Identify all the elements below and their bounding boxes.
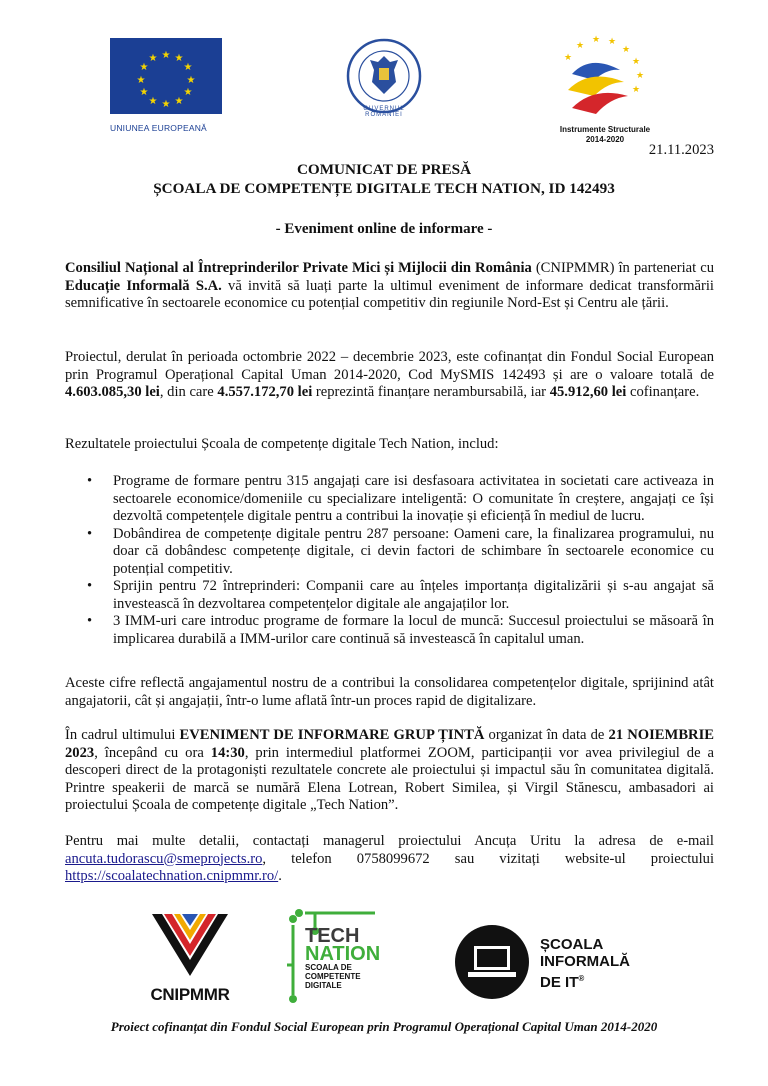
svg-text:★: ★ [635,71,645,81]
svg-text:★: ★ [621,45,631,55]
svg-text:★: ★ [139,62,149,73]
svg-text:★: ★ [161,50,171,61]
svg-text:★: ★ [631,85,641,95]
bullet-icon: • [87,473,93,489]
commitment-paragraph: Aceste cifre reflectă angajamentul nostru de a contribui la consolidarea competențelor digitale, sprijinind atât angajatorii, cât și angajații, într-o lume aflată într-un proces rapid de digitalizare. [65,675,714,709]
list-item: • 3 IMM-uri care introduc programe de formare la locul de muncă: Succesul proiectului se măsoară în implicarea durabilă a IMM-urilor care continuă să investească în capitalul uman. [87,613,714,647]
list-item: • Dobândirea de competențe digitale pentru 287 persoane: Oameni care, la finalizarea programului, nu doar că dobândesc competențe digitale, ci devin factori de schimbare în sectoarele economice cu potențial competitiv. [87,525,714,577]
nation-word: NATION [305,943,381,965]
svg-text:★: ★ [607,37,617,47]
svg-text:★: ★ [183,62,193,73]
tech-word: TECH [305,925,360,947]
eu-caption: UNIUNEA EUROPEANĂ [110,123,207,133]
scoala-informala-logo: ȘCOALA INFORMALĂ DE IT® [452,922,632,1002]
svg-text:★: ★ [148,96,158,107]
tech-nation-logo: TECH NATION SCOALA DE COMPETENTE DIGITALE [285,905,385,1005]
list-item: • Programe de formare pentru 315 angajați care isi desfasoara activitatea in societati care activeaza in sectoarele economice/domeniile cu specializare inteligentă: O comunitate în creștere, angajați ce își dezvoltă competențele digitale pentru a contribui la inovație și eficiență în mediul de lucru. [87,473,714,524]
cofinancing-value: 45.912,60 lei [549,384,627,400]
total-value: 4.603.085,30 lei [65,384,160,400]
bullet-icon: • [87,578,93,594]
email-link[interactable]: ancuta.tudorascu@smeprojects.ro [65,850,263,867]
bullet-icon: • [87,525,93,542]
partner-name: Educație Informală S.A. [65,277,222,294]
title-line-1: COMUNICAT DE PRESĂ [296,161,472,178]
structural-instruments-caption: Instrumente Structurale 2014-2020 [559,125,651,144]
event-time: 14:30 [210,744,245,761]
svg-text:★: ★ [148,53,158,64]
results-list [87,473,714,648]
project-paragraph: Proiectul, derulat în perioada octombrie 2022 – decembrie 2023, este cofinanțat din Fondul Social European prin Programul Operațional Capital Uman 2014-2020, Cod MySMIS 142493 și are o valoare totală de 4.603.085,30 lei, din care 4.557.172,70 lei reprezintă finanțare nerambursabilă, iar 45.912,60 lei cofinanțare. [65,349,714,400]
results-intro: Rezultatele proiectului Școala de competențe digitale Tech Nation, includ: [65,436,499,452]
svg-text:★: ★ [186,75,196,86]
svg-text:★: ★ [174,96,184,107]
eu-logo [110,38,222,133]
svg-text:★: ★ [563,53,573,63]
contact-paragraph: Pentru mai multe detalii, contactați managerul proiectului Ancuța Uritu la adresa de e-mail ancuta.tudorascu@smeprojects.ro, telefon 0758099672 sau vizitați website-ul proiectului https://scoalatechnation.cnipmmr.ro/. [65,833,714,884]
svg-text:★: ★ [139,87,149,98]
svg-text:★: ★ [136,75,146,86]
intro-paragraph: Consiliul Național al Întreprinderilor Private Mici și Mijlocii din România (CNIPMMR) în parteneriat cu Educație Informală S.A. vă invită să luați parte la ultimul eveniment de informare dedicat transformării semnificative în sectoarele economice cu potențial competitiv din regiunile Nord-Est și Centru ale țării. [65,260,714,311]
structural-instruments-logo [550,34,660,144]
event-date: 21 NOIEMBRIE 2023 [65,727,714,761]
document-date: 21.11.2023 [648,142,714,158]
svg-text:★: ★ [631,57,641,67]
event-name: EVENIMENT DE INFORMARE GRUP ȚINTĂ [179,727,485,743]
structural-instruments-icon [550,34,660,118]
footer-note: Proiect cofinanțat din Fondul Social European prin Programul Operațional Capital Uman 2014-2020 [110,1019,658,1034]
press-release-title [0,160,768,198]
svg-text:★: ★ [183,87,193,98]
cnipmmr-chevron-icon [140,910,240,980]
svg-text:★: ★ [591,35,601,45]
website-link[interactable]: https://scoalatechnation.cnipmmr.ro/ [65,868,279,884]
grant-value: 4.557.172,70 lei [217,384,313,400]
laptop-icon [452,922,532,1002]
svg-text:★: ★ [575,41,585,51]
cnipmmr-wordmark: CNIPMMR [150,985,230,1004]
bullet-icon: • [87,613,93,629]
svg-text:★: ★ [174,53,184,64]
organization-name: Consiliul Național al Întreprinderilor Private Mici și Mijlocii din România [65,260,532,276]
svg-text:★: ★ [161,99,171,110]
romanian-coat-of-arms-icon [346,38,422,114]
event-paragraph: În cadrul ultimului EVENIMENT DE INFORMARE GRUP ȚINTĂ organizat în data de 21 NOIEMBRIE 2023, începând cu ora 14:30, prin intermediul platformei ZOOM, participanții vor avea privilegiul de a descoperi direct de la protagoniști rezultatele concrete ale proiectului și impactul său în comunitatea digitală. Printre speakerii de marcă se numără Elena Lotrean, Robert Similea, și Virgil Stănescu, ambasadori ai proiectului Școala de competențe digitale „Tech Nation”. [65,727,715,813]
eu-flag-icon [110,38,222,116]
government-ring-text: GUVERNUL ROMÂNIEI [363,106,405,118]
government-logo [346,38,422,118]
title-line-2: ȘCOALA DE COMPETENȚE DIGITALE TECH NATION, ID 142493 [153,180,615,197]
cnipmmr-logo [140,910,240,1005]
list-item: • Sprijin pentru 72 întreprinderi: Companii care au înțeles importanța digitalizării și s-au angajat să investească în dezvoltarea competențelor digitale ale angajaților lor. [87,578,714,612]
event-subtitle: - Eveniment online de informare - [275,221,493,237]
